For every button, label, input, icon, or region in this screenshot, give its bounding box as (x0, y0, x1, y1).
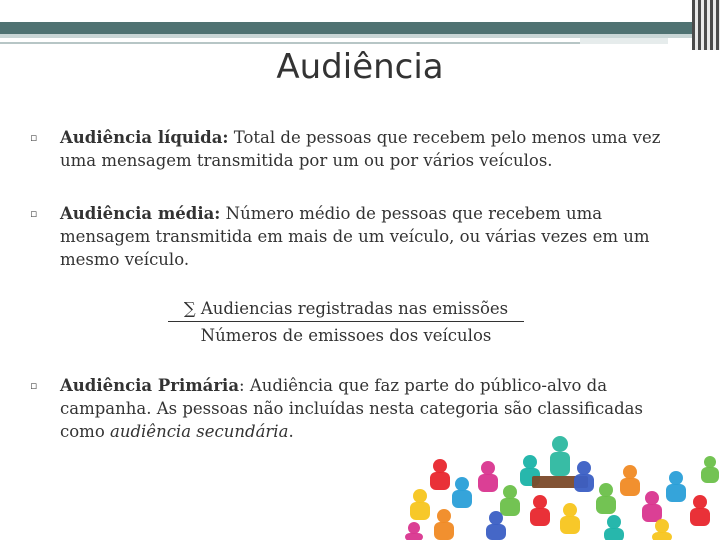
bullet-audiencia-media (30, 202, 670, 271)
bullet-marker: ▫ (30, 207, 38, 220)
bullet-audiencia-liquida (30, 126, 670, 172)
bullet-text (60, 126, 670, 172)
bullet-term: Audiência Primária (60, 376, 240, 395)
formula-numerator: ∑ Audiencias registradas nas emissões (183, 299, 509, 318)
bullet-term: Audiência líquida: (60, 128, 229, 147)
average-audience-formula (166, 298, 526, 348)
bullet-marker: ▫ (30, 131, 38, 144)
formula-denominator: Números de emissoes dos veículos (200, 326, 492, 345)
bullet-emphasis: audiência secundária (110, 422, 289, 441)
bullet-term: Audiência média: (60, 204, 221, 223)
bullet-definition: : Audiência que faz parte do público-alvo da campanha. As pessoas não incluídas nesta categoria são classificadas como (60, 376, 643, 441)
bullet-text (60, 202, 670, 271)
bullet-definition: Total de pessoas que recebem pelo menos uma vez uma mensagem transmitida por um ou por vários veículos. (60, 128, 661, 170)
crowd-figurines-image (400, 432, 720, 540)
bullet-definition: Número médio de pessoas que recebem uma mensagem transmitida em mais de um veículo, ou várias vezes em um mesmo veículo. (60, 204, 650, 269)
slide-title-text: Audiência (276, 47, 444, 87)
slide-title (0, 44, 720, 90)
corner-stripes-decoration (692, 0, 720, 50)
bullet-end: . (288, 422, 294, 441)
header-band (0, 22, 692, 34)
bullet-marker: ▫ (30, 379, 38, 392)
